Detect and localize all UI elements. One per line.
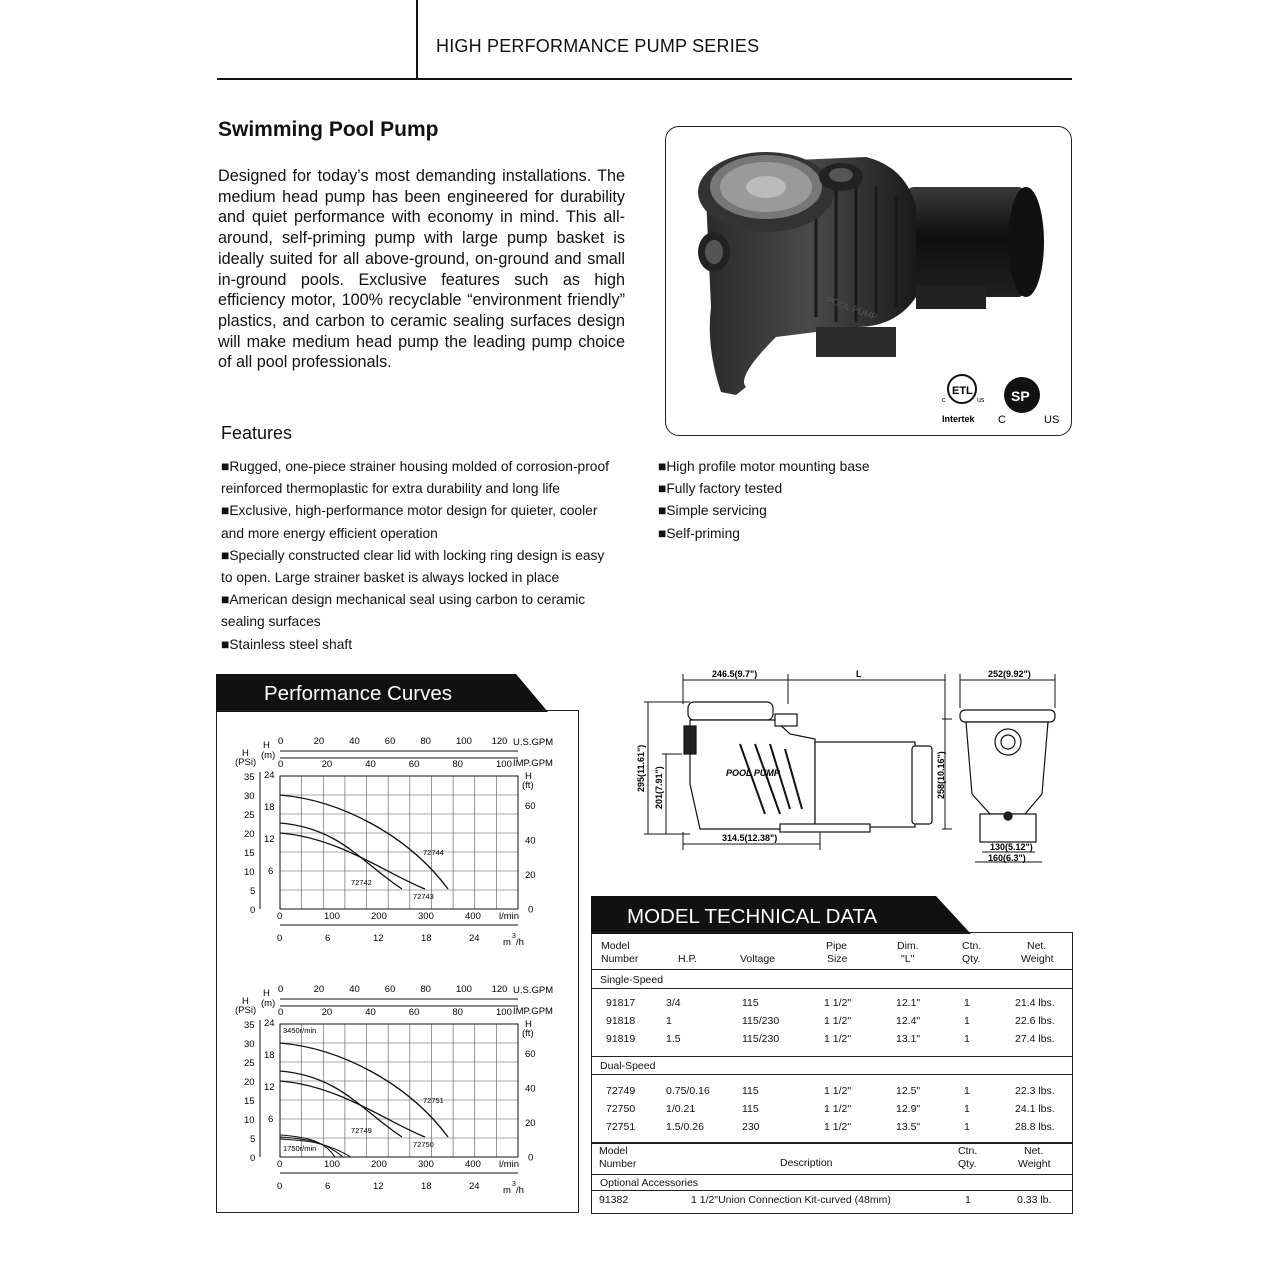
plot-frame — [280, 1024, 518, 1157]
tick-label: 30 — [244, 1039, 255, 1050]
tick-label: 40 — [365, 1007, 376, 1018]
tick-label: 12 — [264, 1082, 275, 1093]
tick-label: 60 — [408, 759, 420, 770]
tick-label: 0 — [278, 1007, 284, 1018]
svg-text:US: US — [1044, 414, 1060, 426]
tick-label: 60 — [525, 801, 536, 812]
cell-dim: 12.5" — [896, 1085, 921, 1097]
cell-qty: 1 — [964, 1121, 970, 1133]
feature-line: reinforced thermoplastic for extra durability and long life — [221, 481, 560, 497]
cell-model: 72749 — [606, 1085, 636, 1097]
tick-label: 10 — [244, 1115, 255, 1126]
product-description: Designed for today’s most demanding installations. The medium head pump has been engineered for durability and quiet performance with economy in mind. This all-around, self-priming pump with large pump basket is ideally suited for all above-ground, on-ground and small in-ground pools. Exclusive features such as high efficiency motor, 100% recyclable “environment friendly” plastics, and carbon to ceramic sealing surfaces design will make medium head pump the leading pump choice of all pool professionals. — [218, 167, 625, 372]
cell-voltage: 230 — [742, 1121, 760, 1133]
header-divider — [416, 0, 418, 79]
curve-label: 72751 — [423, 1096, 444, 1105]
tech-title: MODEL TECHNICAL DATA — [627, 905, 878, 928]
feature-line: ■American design mechanical seal using carbon to ceramic — [221, 592, 586, 608]
tick-label: 24 — [264, 1018, 275, 1029]
cell-hp: 1/0.21 — [666, 1103, 696, 1115]
tech-table: Model Number H.P. Voltage Pipe Size Dim. "L" Ctn. Qty. Net. Weight Single-Speed 91817 3/4 115 1 1/2" 12.1" 1 21.4 lbs. 91818 1 115/230 1 1/2" 12.4" 1 22.6 lbs. 91819 1.5 115/230 1 1/2" 13.1" 1 27.4 lbs. Dual-Speed 72749 0.75/0.16 115 1 1/2" 12.5" 1 22.3 lbs. 72750 1/0.21 115 1 1/2" 12.9" 1 24.1 lbs. 72751 1.5/0.26 230 1 1/2" 13.5" 1 28.8 lbs. Model Number Description Ctn. Qty. Net. Weight Optional Accessories 91382 1 1/2"Union Connection Kit-curved (48mm) 1 0.33 lb. — [591, 932, 1073, 1214]
feature-line: ■Specially constructed clear lid with locking ring design is easy — [221, 547, 605, 563]
tick-label: 24 — [469, 933, 480, 944]
curve-label: 72749 — [351, 1126, 372, 1135]
tick-label: 12 — [264, 834, 275, 845]
cell-pipe: 1 1/2" — [824, 1103, 852, 1115]
tick-label: 200 — [371, 911, 387, 922]
cell-pipe: 1 1/2" — [824, 1015, 852, 1027]
tick-label: 0 — [250, 905, 256, 916]
cell-voltage: 115/230 — [742, 1033, 780, 1045]
cell-pipe: 1 1/2" — [824, 1121, 852, 1133]
axis-label: H — [242, 748, 249, 759]
axis-label: 3 — [512, 933, 516, 940]
tick-label: 300 — [418, 911, 434, 922]
axis-label: IMP.GPM — [513, 758, 553, 769]
cell-qty: 1 — [964, 997, 970, 1009]
tick-label: 60 — [384, 984, 396, 995]
tick-label: 60 — [408, 1007, 420, 1018]
tick-label: 35 — [244, 772, 255, 783]
tick-label: 60 — [525, 1049, 536, 1060]
curve-label: 72744 — [423, 848, 444, 857]
feature-line: ■Simple servicing — [658, 503, 767, 519]
axis-label: IMP.GPM — [513, 1006, 553, 1017]
tick-label: 100 — [496, 1007, 512, 1018]
axis-label: 3 — [512, 1181, 516, 1188]
cell-hp: 1 — [666, 1015, 672, 1027]
cell-model: 72751 — [606, 1121, 636, 1133]
page-title: Swimming Pool Pump — [218, 118, 439, 141]
dim-height-total: 295(11.61") — [636, 744, 646, 792]
feature-line: and more energy efficient operation — [221, 525, 438, 541]
tick-label: 80 — [420, 984, 431, 995]
axis-label: H — [263, 740, 270, 751]
tick-label: 0 — [277, 1159, 283, 1170]
tick-label: 20 — [321, 1007, 333, 1018]
tick-label: 80 — [420, 736, 431, 747]
axis-label: m — [503, 1185, 511, 1196]
tick-label: 40 — [525, 1083, 536, 1095]
axis-label: /h — [516, 1185, 524, 1196]
pump-curve — [280, 1043, 448, 1137]
dim-L: L — [856, 669, 862, 679]
svg-text:c: c — [942, 397, 946, 404]
tick-label: 10 — [244, 867, 255, 878]
cell-qty: 1 — [964, 1103, 970, 1115]
pump-logo-text: POOL PUMP — [825, 294, 879, 323]
tick-label: 0 — [278, 984, 284, 995]
cell-weight: 22.6 lbs. — [1015, 1015, 1055, 1027]
curve-label: 72742 — [351, 878, 372, 887]
feature-line: ■Exclusive, high-performance motor design for quieter, cooler — [221, 503, 598, 519]
axis-label: (ft) — [522, 780, 534, 791]
cell-qty: 1 — [964, 1015, 970, 1027]
dim-front-width: 246.5(9.7") — [712, 669, 758, 679]
curve-label: 72750 — [413, 1140, 434, 1149]
tick-label: 18 — [264, 802, 275, 813]
tick-label: 120 — [491, 984, 508, 995]
plot-frame — [280, 776, 518, 909]
axis-label: (PSi) — [235, 757, 257, 768]
svg-text:ETL: ETL — [952, 385, 973, 397]
tick-label: 25 — [244, 810, 255, 821]
cell-dim: 12.9" — [896, 1103, 921, 1115]
cell-weight: 22.3 lbs. — [1015, 1085, 1055, 1097]
tick-label: 18 — [421, 1181, 432, 1192]
tick-label: 40 — [525, 835, 536, 847]
tick-label: 18 — [264, 1050, 275, 1061]
tick-label: 100 — [456, 736, 472, 747]
tick-label: 20 — [313, 984, 325, 995]
dual-speed-label: Dual-Speed — [600, 1060, 656, 1072]
tick-label: 400 — [465, 1159, 481, 1170]
tick-label: 100 — [324, 911, 340, 922]
tick-label: 200 — [371, 1159, 387, 1170]
axis-label: l/min — [499, 911, 520, 922]
tick-label: 0 — [528, 1152, 534, 1164]
cell-pipe: 1 1/2" — [824, 997, 852, 1009]
dimension-drawings — [630, 664, 1075, 870]
tick-label: 20 — [321, 759, 333, 770]
feature-line: ■High profile motor mounting base — [658, 459, 870, 474]
tech-banner — [591, 896, 971, 934]
cell-model: 91819 — [606, 1033, 636, 1045]
tick-label: 18 — [421, 933, 432, 944]
cell-pipe: 1 1/2" — [824, 1085, 852, 1097]
feature-line: ■Self-priming — [658, 525, 740, 541]
dim-height-right: 258(10.16") — [936, 751, 946, 799]
tick-label: 5 — [250, 1134, 256, 1145]
cell-qty: 1 — [964, 1085, 970, 1097]
svg-text:C: C — [998, 414, 1006, 426]
cell-weight: 21.4 lbs. — [1015, 997, 1055, 1009]
axis-label: U.S.GPM — [513, 737, 554, 748]
cell-weight: 27.4 lbs. — [1015, 1033, 1055, 1045]
tick-label: 15 — [244, 848, 255, 859]
feature-line: to open. Large strainer basket is always locked in place — [221, 570, 560, 586]
tick-label: 40 — [349, 984, 360, 995]
cell-hp: 1.5/0.26 — [666, 1121, 704, 1133]
cell-weight: 24.1 lbs. — [1015, 1103, 1055, 1115]
tick-label: 0 — [278, 736, 284, 747]
tick-label: 0 — [277, 1181, 283, 1192]
cell-qty: 1 — [964, 1033, 970, 1045]
tick-label: 20 — [244, 1077, 255, 1088]
tick-label: 0 — [528, 904, 534, 916]
tick-label: 24 — [469, 1181, 480, 1192]
drawing-logo: POOL PUMP — [726, 768, 780, 778]
tick-label: 6 — [268, 866, 274, 877]
feature-line: ■Rugged, one-piece strainer housing molded of corrosion-proof — [221, 459, 609, 474]
tick-label: 20 — [313, 736, 325, 747]
single-speed-label: Single-Speed — [600, 974, 664, 986]
axis-label: (m) — [261, 998, 276, 1009]
tick-label: 400 — [465, 911, 481, 922]
pump-curve — [280, 795, 448, 889]
accessories-label: Optional Accessories — [600, 1177, 699, 1189]
speed-label: 1750r/min — [283, 1144, 317, 1153]
features-right — [658, 456, 870, 545]
dim-side-width: 252(9.92") — [988, 669, 1031, 679]
etl-mark-icon — [942, 375, 985, 424]
axis-label: (m) — [261, 750, 276, 761]
tick-label: 40 — [365, 759, 376, 770]
features-left — [221, 456, 609, 656]
tick-label: 300 — [418, 1159, 434, 1170]
tick-label: 80 — [452, 759, 463, 770]
cell-hp: 1.5 — [666, 1033, 681, 1045]
features-title: Features — [221, 423, 293, 443]
axis-label: (ft) — [522, 1028, 534, 1039]
tick-label: 0 — [278, 759, 284, 770]
tick-label: 100 — [496, 759, 512, 770]
svg-text:SP: SP — [1011, 388, 1030, 404]
tick-label: 20 — [525, 870, 536, 881]
cell-voltage: 115 — [742, 1103, 759, 1115]
tick-label: 100 — [456, 984, 472, 995]
dim-base: 314.5(12.38") — [722, 833, 778, 843]
tick-label: 0 — [277, 911, 283, 922]
feature-line: ■Stainless steel shaft — [221, 636, 353, 652]
feature-line: ■Fully factory tested — [658, 481, 783, 497]
tick-label: 40 — [349, 736, 360, 747]
cell-pipe: 1 1/2" — [824, 1033, 852, 1045]
axis-label: /h — [516, 937, 524, 948]
axis-label: H — [525, 1019, 532, 1030]
axis-label: U.S.GPM — [513, 985, 554, 996]
axis-label: m — [503, 937, 511, 948]
tick-label: 6 — [268, 1114, 274, 1125]
tick-label: 35 — [244, 1020, 255, 1031]
tick-label: 120 — [491, 736, 508, 747]
tick-label: 20 — [244, 829, 255, 840]
tick-label: 20 — [525, 1118, 536, 1129]
svg-text:us: us — [977, 397, 985, 404]
axis-label: H — [525, 771, 532, 782]
tick-label: 60 — [384, 736, 396, 747]
dim-base-side2: 160(6.3") — [988, 853, 1026, 863]
tick-label: 30 — [244, 791, 255, 802]
dim-base-side1: 130(5.12") — [990, 842, 1033, 852]
tick-label: 24 — [264, 770, 275, 781]
cell-dim: 12.4" — [896, 1015, 921, 1027]
series-title: HIGH PERFORMANCE PUMP SERIES — [436, 36, 760, 56]
cell-voltage: 115 — [742, 1085, 759, 1097]
svg-text:Intertek: Intertek — [942, 414, 975, 424]
cell-model: 91818 — [606, 1015, 636, 1027]
cell-hp: 3/4 — [666, 997, 681, 1009]
cell-hp: 0.75/0.16 — [666, 1085, 710, 1097]
tick-label: 12 — [373, 933, 384, 944]
cell-dim: 13.1" — [896, 1033, 921, 1045]
feature-line: sealing surfaces — [221, 614, 321, 630]
cell-voltage: 115/230 — [742, 1015, 780, 1027]
axis-label: H — [242, 996, 249, 1007]
tick-label: 100 — [324, 1159, 340, 1170]
tick-label: 6 — [325, 1181, 331, 1192]
cell-weight: 28.8 lbs. — [1015, 1121, 1055, 1133]
cell-voltage: 115 — [742, 997, 759, 1009]
tick-label: 6 — [325, 933, 331, 944]
product-photo — [665, 126, 1072, 436]
cell-dim: 13.5" — [896, 1121, 921, 1133]
tick-label: 80 — [452, 1007, 463, 1018]
cell-dim: 12.1" — [896, 997, 921, 1009]
axis-label: H — [263, 988, 270, 999]
csa-mark-icon — [998, 377, 1059, 426]
tick-label: 0 — [277, 933, 283, 944]
pump-illustration — [666, 127, 1071, 435]
axis-label: (PSi) — [235, 1005, 257, 1016]
tick-label: 12 — [373, 1181, 384, 1192]
cell-model: 72750 — [606, 1103, 636, 1115]
axis-label: l/min — [499, 1159, 520, 1170]
tick-label: 5 — [250, 886, 256, 897]
performance-curves-chart — [216, 710, 579, 1213]
tick-label: 25 — [244, 1058, 255, 1069]
performance-banner — [216, 674, 548, 712]
cell-model: 91817 — [606, 997, 636, 1009]
performance-title: Performance Curves — [264, 682, 452, 705]
tech-header: Model Number H.P. Voltage Pipe Size Dim. "L" Ctn. Qty. Net. Weight — [601, 940, 1054, 965]
tick-label: 15 — [244, 1096, 255, 1107]
curve-label: 72743 — [413, 892, 434, 901]
dim-height-inlet: 201(7.91") — [654, 766, 664, 809]
header-rule — [217, 78, 1072, 80]
speed-label: 3450r/min — [283, 1026, 317, 1035]
tick-label: 0 — [250, 1153, 256, 1164]
